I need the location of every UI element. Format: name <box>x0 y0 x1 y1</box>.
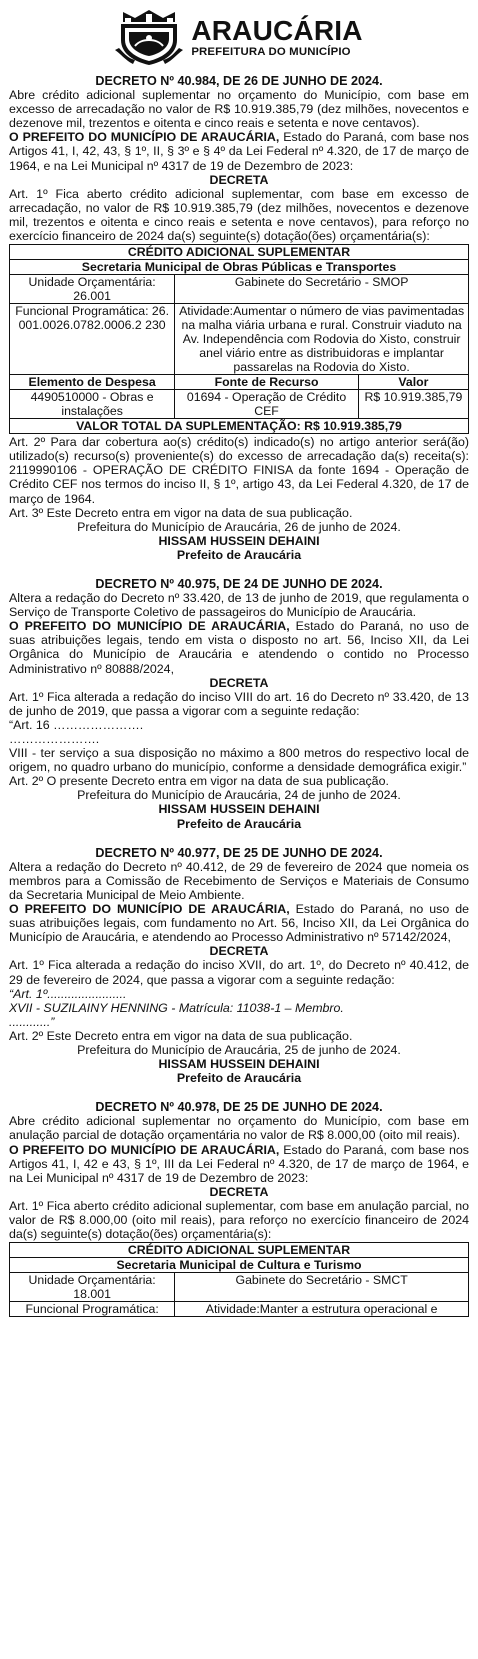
table-secretaria: Secretaria Municipal de Cultura e Turismo <box>10 1258 469 1273</box>
table-total: VALOR TOTAL DA SUPLEMENTAÇÃO: R$ 10.919.385,79 <box>10 419 469 434</box>
unidade-value: Gabinete do Secretário - SMCT <box>175 1273 469 1302</box>
place-date: Prefeitura do Município de Araucária, 25 de junho de 2024. <box>77 1042 401 1057</box>
col-valor: Valor <box>358 375 468 390</box>
article-1: Art. 1º Fica alterada a redação do inciso VIII do art. 16 do Decreto nº 33.420, de 13 de junho de 2019, que passa a vigorar com a seguinte redação: <box>9 689 469 718</box>
municipal-coat-of-arms-icon <box>115 8 183 66</box>
decree-summary: Abre crédito adicional suplementar no orçamento do Município, com base em anulação parcial de dotação orçamentária no valor de R$ 8.000,00 (oito mil reais). <box>9 1114 469 1143</box>
decree-summary: Altera a redação do Decreto nº 40.412, de 29 de fevereiro de 2024 que nomeia os membros para a Comissão de Recebimento de Serviços e Materiais de Consumo da Secretaria Municipal de Meio Ambiente. <box>9 859 469 902</box>
decreta-heading: DECRETA <box>209 172 269 187</box>
decree-40978 <box>9 1100 469 1317</box>
decree-summary: Abre crédito adicional suplementar no orçamento do Município, com base em excesso de arrecadação no valor de R$ 10.919.385,79 (dez milhões, novecentos e dezenove mil, trezentos e oitenta e cinco reais e setenta e nove centavos). <box>9 88 469 131</box>
decree-40984 <box>9 74 469 562</box>
decree-40977 <box>9 846 469 1086</box>
cell-valor: R$ 10.919.385,79 <box>358 390 468 419</box>
quote-line-3: ............” <box>9 1014 55 1029</box>
article-1: Art. 1º Fica aberto crédito adicional suplementar, com base em excesso de arrecadação, no valor de R$ 10.919.385,79 (dez milhões, novecentos e dezenove mil, trezentos e oitenta e cinco reais e setenta e nove centavos), para reforço no exercício financeiro de 2024 da(s) seguinte(s) dotação(ões) orçamentária(s): <box>9 186 469 244</box>
decree-title: DECRETO Nº 40.984, DE 26 DE JUNHO DE 2024. <box>95 74 383 88</box>
place-date: Prefeitura do Município de Araucária, 26 de junho de 2024. <box>77 519 401 534</box>
credit-table <box>9 244 469 434</box>
article-2: Art. 2º O presente Decreto entra em vigor na data de sua publicação. <box>9 774 389 789</box>
article-2: Art. 2º Para dar cobertura ao(s) crédito(s) indicado(s) no artigo anterior será(ão) utilizado(s) recurso(s) proveniente(s) do excesso de arrecadação da(s) receita(s): 2119990106 - OPERAÇÃO DE CRÉDITO FINISA da fonte 1694 - Operação de Crédito CEF nos termos do inciso II, § 1º, artigo 43, da Lei Federal 4.320, de 17 de março de 1964. <box>9 435 469 506</box>
col-elemento: Elemento de Despesa <box>10 375 175 390</box>
preamble <box>9 1143 469 1185</box>
preamble-text: Estado do Paraná, com base nos Artigos 41, I, 42, 43, § 1º, II, § 3º e § 4º da Lei Federal nº 4.320, de 17 de março de 1964, e na Lei Municipal nº 4317 de 19 de Dezembro de 2023: <box>9 130 469 173</box>
article-2: Art. 2º Este Decreto entra em vigor na data de sua publicação. <box>9 1028 353 1043</box>
preamble <box>9 902 469 944</box>
brand-name: ARAUCÁRIA <box>191 14 363 46</box>
unidade-label: Unidade Orçamentária: 18.001 <box>10 1273 175 1302</box>
preamble-authority: O PREFEITO DO MUNICÍPIO DE ARAUCÁRIA, <box>9 130 280 145</box>
article-1: Art. 1º Fica aberto crédito adicional suplementar, com base em anulação parcial, no valor de R$ 8.000,00 (oito mil reais), para reforço no exercício financeiro de 2024 da(s) seguinte(s) dotação(ões) orçamentária(s): <box>9 1198 469 1242</box>
cell-elemento: 4490510000 - Obras e instalações <box>10 390 175 419</box>
preamble <box>9 130 469 172</box>
table-heading: CRÉDITO ADICIONAL SUPLEMENTAR <box>10 1243 469 1258</box>
decree-title: DECRETO Nº 40.977, DE 25 DE JUNHO DE 2024. <box>95 845 383 860</box>
brand <box>191 14 363 58</box>
unidade-label: Unidade Orçamentária: 26.001 <box>10 275 175 304</box>
signer-role: Prefeito de Araucária <box>176 1071 302 1086</box>
article-1: Art. 1º Fica alterada a redação do inciso XVII, do art. 1º, do Decreto nº 40.412, de 29 de fevereiro de 2024, que passa a vigorar com a seguinte redação: <box>9 958 469 987</box>
preamble-text: Estado do Paraná, com base nos Artigos 41, I, 42 e 43, § 1º, III da Lei Federal nº 4.320, de 17 de março de 1964, e na Lei Municipal nº 4317 de 19 de Dezembro de 2023: <box>9 1142 469 1185</box>
signer-name: HISSAM HUSSEIN DEHAINI <box>158 1057 320 1072</box>
masthead <box>9 6 469 68</box>
unidade-value: Gabinete do Secretário - SMOP <box>175 275 469 304</box>
place-date: Prefeitura do Município de Araucária, 24 de junho de 2024. <box>77 788 401 803</box>
quote-line-1: “Art. 16 …………………. <box>9 717 144 732</box>
decree-40975 <box>9 577 469 831</box>
preamble-text: Estado do Paraná, no uso de suas atribuições legais, tendo em vista o disposto no art. 56, Inciso XII, da Lei Orgânica do Município de Araucária e atendendo o contido no Processo Administrativo nº 80888/2024, <box>9 619 470 676</box>
quote-line-1: “Art. 1º....................... <box>9 986 127 1001</box>
decree-title: DECRETO Nº 40.975, DE 24 DE JUNHO DE 2024. <box>95 576 383 591</box>
funcional-label: Funcional Programática: 26.001.0026.0782.0006.2 230 <box>10 304 175 375</box>
decree-title: DECRETO Nº 40.978, DE 25 DE JUNHO DE 2024. <box>95 1100 383 1115</box>
signer-role: Prefeito de Araucária <box>176 547 302 562</box>
decree-summary: Altera a redação do Decreto nº 33.420, de 13 de junho de 2019, que regulamenta o Serviço de Transporte Coletivo de passageiros do Município de Araucária. <box>9 591 469 620</box>
decreta-heading: DECRETA <box>209 675 269 690</box>
signer-role: Prefeito de Araucária <box>176 816 302 831</box>
preamble-authority: O PREFEITO DO MUNICÍPIO DE ARAUCÁRIA, <box>9 902 290 917</box>
brand-subtitle: PREFEITURA DO MUNICÍPIO <box>191 45 351 58</box>
preamble-authority: O PREFEITO DO MUNICÍPIO DE ARAUCÁRIA, <box>9 1142 280 1157</box>
decreta-heading: DECRETA <box>209 944 269 959</box>
table-heading: CRÉDITO ADICIONAL SUPLEMENTAR <box>10 245 469 260</box>
cell-fonte: 01694 - Operação de Crédito CEF <box>175 390 359 419</box>
funcional-value: Atividade:Manter a estrutura operacional e <box>175 1302 469 1317</box>
preamble <box>9 619 469 675</box>
signer-name: HISSAM HUSSEIN DEHAINI <box>158 802 320 817</box>
col-fonte: Fonte de Recurso <box>175 375 359 390</box>
preamble-text: Estado do Paraná, no uso de suas atribuições legais, com fundamento no Art. 56, Inciso XII, da Lei Orgânica do Município de Araucária, e atendendo ao Processo Administrativo nº 57142/2024, <box>9 902 470 945</box>
decreta-heading: DECRETA <box>209 1184 269 1199</box>
funcional-value: Atividade:Aumentar o número de vias pavimentadas na malha viária urbana e rural. Construir viaduto na Av. Independência com Rodovia do Xisto, construir anel viário entre as distribuidoras e implantar passarelas na Rodovia do Xisto. <box>175 304 469 375</box>
quote-line-3: VIII - ter serviço a sua disposição no máximo a 800 metros do respectivo local de origem, no quadro urbano do município, conforme a densidade demográfica exigir.” <box>9 746 469 775</box>
funcional-label: Funcional Programática: <box>10 1302 175 1317</box>
quote-line-2: …………………. <box>9 732 100 746</box>
quote-line-2: XVII - SUZILAINY HENNING - Matrícula: 11038-1 – Membro. <box>9 1000 344 1015</box>
table-secretaria: Secretaria Municipal de Obras Públicas e Transportes <box>10 260 469 275</box>
article-3: Art. 3º Este Decreto entra em vigor na data de sua publicação. <box>9 505 353 520</box>
preamble-authority: O PREFEITO DO MUNICÍPIO DE ARAUCÁRIA, <box>9 619 290 634</box>
credit-table <box>9 1242 469 1317</box>
signer-name: HISSAM HUSSEIN DEHAINI <box>158 533 320 548</box>
